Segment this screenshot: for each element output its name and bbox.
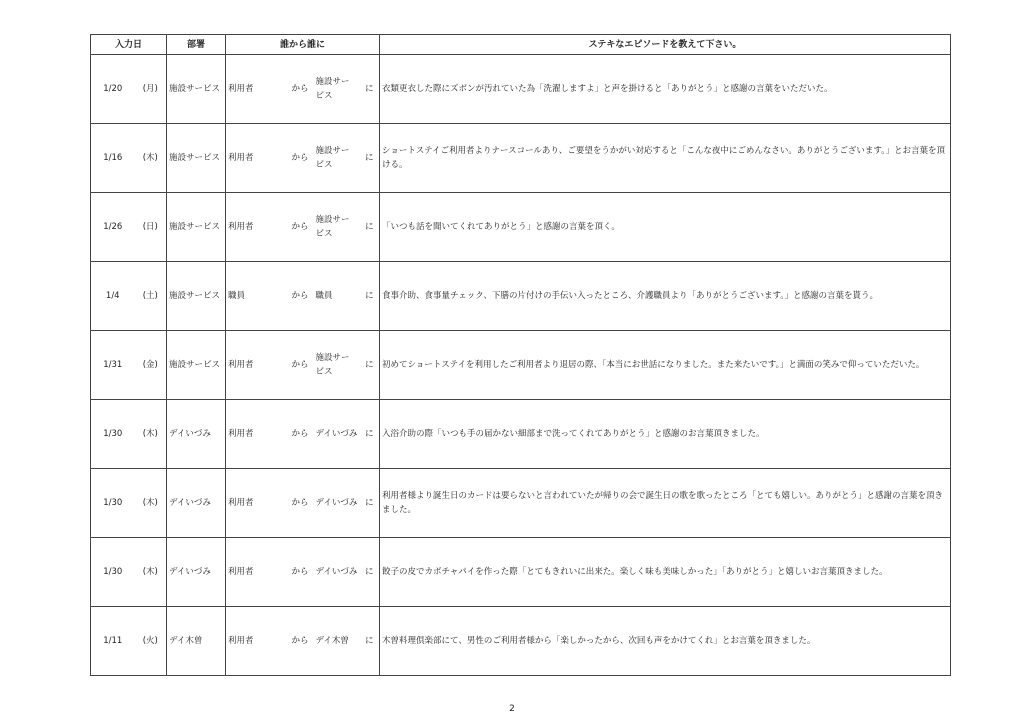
row-from: 利用者 [226, 193, 287, 262]
row-from: 利用者 [226, 607, 287, 676]
row-day-of-week: (木) [135, 469, 167, 538]
row-episode: 「いつも話を聞いてくれてありがとう」と感謝の言葉を頂く。 [380, 193, 951, 262]
row-episode: 木曽料理倶楽部にて、男性のご利用者様から「楽しかったから、次回も声をかけてくれ」とお言葉を頂きました。 [380, 607, 951, 676]
row-date: 1/11 [91, 607, 135, 676]
row-ni: に [360, 607, 380, 676]
row-kara: から [287, 124, 314, 193]
row-episode: 初めてショートステイを利用したご利用者より退居の際、「本当にお世話になりました。また来たいです。」と満面の笑みで仰っていただいた。 [380, 331, 951, 400]
row-kara: から [287, 607, 314, 676]
row-to: デイいづみ [314, 538, 360, 607]
row-day-of-week: (木) [135, 538, 167, 607]
row-to: 施設サービス [314, 193, 360, 262]
row-from: 利用者 [226, 124, 287, 193]
row-dept: デイ木曽 [167, 607, 226, 676]
row-to: デイ木曽 [314, 607, 360, 676]
table-row [91, 124, 951, 193]
header-dept: 部署 [167, 35, 226, 55]
header-date: 入力日 [91, 35, 167, 55]
row-date: 1/26 [91, 193, 135, 262]
row-episode: ショートステイご利用者よりナースコールあり、ご要望をうかがい対応すると「こんな夜中にごめんなさい。ありがとうございます。」とお言葉を頂ける。 [380, 124, 951, 193]
row-ni: に [360, 331, 380, 400]
row-from: 利用者 [226, 469, 287, 538]
row-kara: から [287, 400, 314, 469]
table-body [91, 55, 951, 676]
header-who: 誰から誰に [226, 35, 380, 55]
row-to: デイいづみ [314, 400, 360, 469]
row-from: 利用者 [226, 331, 287, 400]
row-to: 施設サービス [314, 331, 360, 400]
row-episode: 衣類更衣した際にズボンが汚れていた為「洗濯しますよ」と声を掛けると「ありがとう」と感謝の言葉をいただいた。 [380, 55, 951, 124]
row-ni: に [360, 538, 380, 607]
row-ni: に [360, 262, 380, 331]
row-to: 施設サービス [314, 55, 360, 124]
row-kara: から [287, 538, 314, 607]
table-row [91, 262, 951, 331]
row-kara: から [287, 193, 314, 262]
row-date: 1/20 [91, 55, 135, 124]
row-to: 施設サービス [314, 124, 360, 193]
row-date: 1/16 [91, 124, 135, 193]
row-day-of-week: (木) [135, 124, 167, 193]
row-ni: に [360, 469, 380, 538]
table-header-row [91, 35, 951, 55]
row-from: 職員 [226, 262, 287, 331]
row-to: 職員 [314, 262, 360, 331]
row-dept: 施設サービス [167, 55, 226, 124]
row-kara: から [287, 469, 314, 538]
page-number: 2 [509, 704, 515, 714]
row-date: 1/31 [91, 331, 135, 400]
row-dept: 施設サービス [167, 331, 226, 400]
table-row [91, 400, 951, 469]
row-ni: に [360, 400, 380, 469]
table-row [91, 55, 951, 124]
table-row [91, 607, 951, 676]
row-day-of-week: (日) [135, 193, 167, 262]
row-ni: に [360, 55, 380, 124]
row-dept: 施設サービス [167, 124, 226, 193]
row-dept: デイいづみ [167, 469, 226, 538]
row-date: 1/4 [91, 262, 135, 331]
header-episode: ステキなエピソードを教えて下さい。 [380, 35, 951, 55]
row-ni: に [360, 124, 380, 193]
row-episode: 食事介助、食事量チェック、下膳の片付けの手伝い入ったところ、介護職員より「ありがとうございます。」と感謝の言葉を貰う。 [380, 262, 951, 331]
row-day-of-week: (木) [135, 400, 167, 469]
row-kara: から [287, 331, 314, 400]
table-row [91, 331, 951, 400]
episode-table [90, 34, 951, 676]
row-kara: から [287, 262, 314, 331]
row-from: 利用者 [226, 400, 287, 469]
row-dept: 施設サービス [167, 262, 226, 331]
row-episode: 入浴介助の際「いつも手の届かない細部まで洗ってくれてありがとう」と感謝のお言葉頂きました。 [380, 400, 951, 469]
row-date: 1/30 [91, 469, 135, 538]
row-day-of-week: (土) [135, 262, 167, 331]
table-row [91, 538, 951, 607]
row-episode: 利用者様より誕生日のカードは要らないと言われていたが帰りの会で誕生日の歌を歌ったところ「とても嬉しい。ありがとう」と感謝の言葉を頂きました。 [380, 469, 951, 538]
row-date: 1/30 [91, 400, 135, 469]
table-row [91, 193, 951, 262]
row-kara: から [287, 55, 314, 124]
row-episode: 餃子の皮でカボチャパイを作った際「とてもきれいに出来た。楽しく味も美味しかった」「ありがとう」と嬉しいお言葉頂きました。 [380, 538, 951, 607]
row-from: 利用者 [226, 55, 287, 124]
row-day-of-week: (金) [135, 331, 167, 400]
row-day-of-week: (火) [135, 607, 167, 676]
table-row [91, 469, 951, 538]
row-ni: に [360, 193, 380, 262]
row-dept: デイいづみ [167, 400, 226, 469]
row-date: 1/30 [91, 538, 135, 607]
row-dept: デイいづみ [167, 538, 226, 607]
row-day-of-week: (月) [135, 55, 167, 124]
row-from: 利用者 [226, 538, 287, 607]
row-dept: 施設サービス [167, 193, 226, 262]
row-to: デイいづみ [314, 469, 360, 538]
